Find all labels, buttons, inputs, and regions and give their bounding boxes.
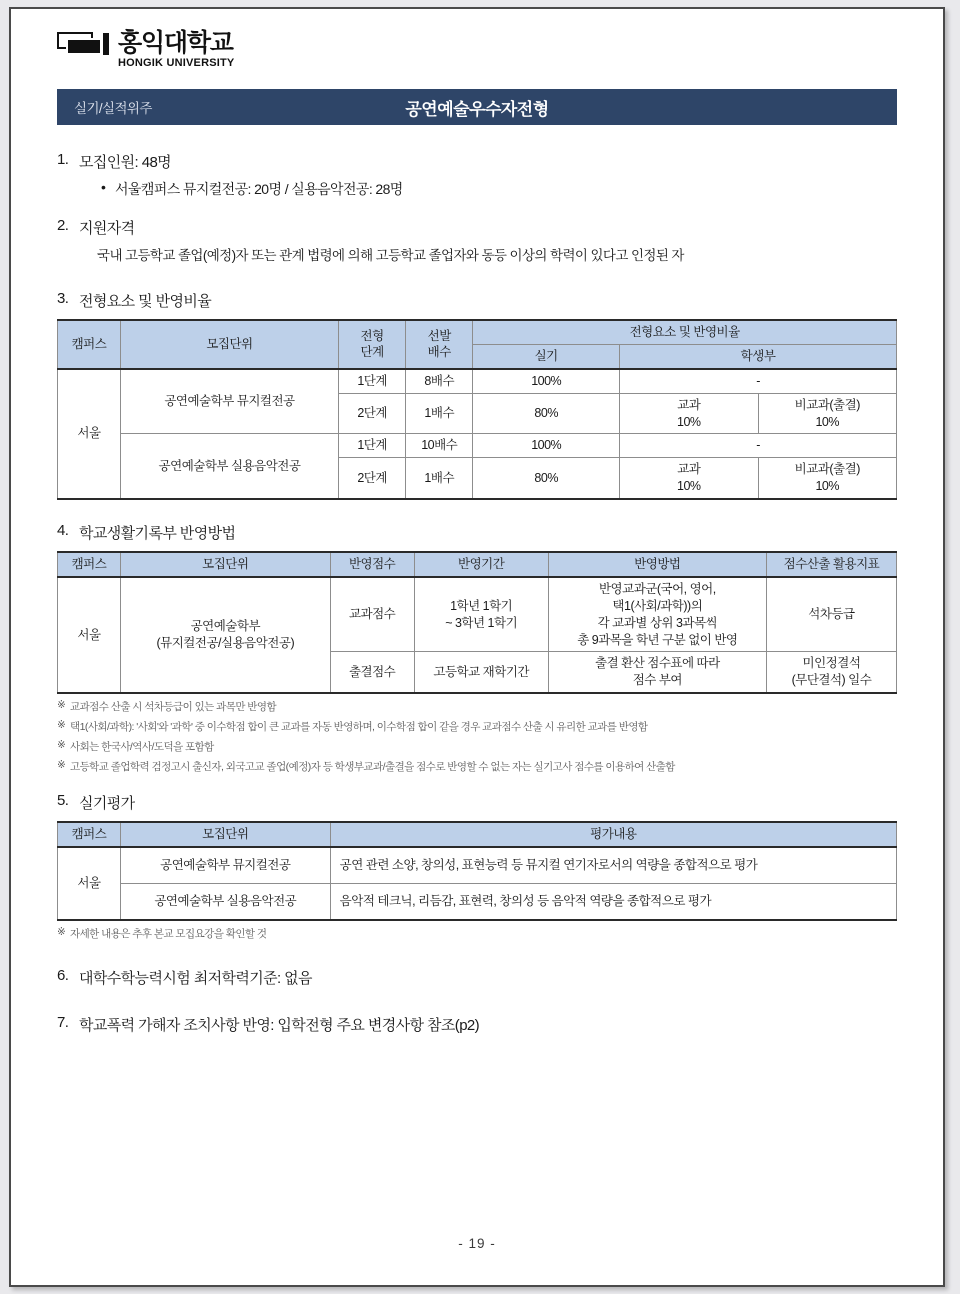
- logo-english-name: HONGIK UNIVERSITY: [118, 57, 235, 69]
- t5-header-unit: 모집단위: [120, 822, 330, 847]
- t4-header-method: 반영방법: [548, 552, 766, 577]
- note-mark-icon: ※: [57, 925, 66, 938]
- t4-method: 반영교과군(국어, 영어, 택1(사회/과학))의 각 교과별 상위 3과목씩 총 9과목을 학년 구분 없이 반영: [548, 577, 766, 652]
- section-2-body: 국내 고등학교 졸업(예정)자 또는 관계 법령에 의해 고등학교 졸업자와 동등 이상의 학력이 있다고 인정된 자: [97, 248, 684, 263]
- t5-unit: 공연예술학부 실용음악전공: [120, 883, 330, 919]
- t3-stage: 1단계: [339, 434, 406, 458]
- t3-multiple: 10배수: [406, 434, 473, 458]
- t4-header-score: 반영점수: [330, 552, 414, 577]
- table-row: [58, 369, 897, 393]
- table-row: [58, 434, 897, 458]
- t5-unit: 공연예술학부 뮤지컬전공: [120, 847, 330, 883]
- t5-content: 음악적 테크닉, 리듬감, 표현력, 창의성 등 음악적 역량을 종합적으로 평가: [330, 883, 896, 919]
- section-7-title: 학교폭력 가해자 조치사항 반영: 입학전형 주요 변경사항 참조(p2): [79, 1016, 480, 1034]
- t3-stage: 2단계: [339, 393, 406, 434]
- t3-header-group: 전형요소 및 반영비율: [473, 320, 897, 344]
- page-number: - 19 -: [458, 1236, 496, 1251]
- t3-unit-music: 공연예술학부 실용음악전공: [120, 434, 338, 499]
- note-mark-icon: ※: [57, 739, 66, 752]
- t5-content: 공연 관련 소양, 창의성, 표현능력 등 뮤지컬 연기자로서의 역량을 종합적으로 평가: [330, 847, 896, 883]
- school-record-table: [57, 551, 897, 694]
- section-2-title: 지원자격: [79, 220, 135, 237]
- t4-score: 교과점수: [330, 577, 414, 652]
- t4-campus: 서울: [58, 577, 121, 693]
- logo-korean-name: 홍익대학교: [118, 28, 233, 57]
- t3-header-record: 학생부: [620, 344, 897, 368]
- table4-note: [57, 719, 897, 734]
- section-1-bullet: [101, 179, 897, 199]
- table-row: [58, 577, 897, 652]
- section-7-heading: [57, 1014, 897, 1035]
- table4-note-text: 교과점수 산출 시 석차등급이 있는 과목만 반영함: [70, 701, 277, 714]
- section-6-heading: [57, 967, 897, 988]
- t3-header-practical: 실기: [473, 344, 620, 368]
- section-2-number: 2.: [57, 217, 69, 234]
- t4-period: 1학년 1학기 ~ 3학년 1학기: [414, 577, 548, 652]
- t3-record-subject: 교과 10%: [620, 458, 758, 499]
- t3-multiple: 8배수: [406, 369, 473, 393]
- bullet-icon: •: [101, 179, 106, 195]
- t3-record-single: -: [620, 434, 897, 458]
- t3-practical: 100%: [473, 369, 620, 393]
- t5-campus: 서울: [58, 847, 121, 920]
- table4-note-text: 택1(사회/과학): '사회'와 '과학' 중 이수학점 합이 큰 교과를 자동 반영하며, 이수학점 합이 같을 경우 교과점수 산출 시 유리한 교과를 반영함: [70, 721, 648, 734]
- t4-header-period: 반영기간: [414, 552, 548, 577]
- section-5-number: 5.: [57, 792, 69, 810]
- page-title: 공연예술우수자전형: [405, 99, 549, 119]
- t3-practical: 80%: [473, 393, 620, 434]
- t4-indicator: 석차등급: [766, 577, 896, 652]
- section-1-number: 1.: [57, 151, 69, 168]
- t3-unit-musical: 공연예술학부 뮤지컬전공: [120, 369, 338, 434]
- practical-evaluation-table: [57, 821, 897, 921]
- t4-header-unit: 모집단위: [120, 552, 330, 577]
- t3-multiple: 1배수: [406, 393, 473, 434]
- t3-header-campus: 캠퍼스: [58, 320, 121, 369]
- table4-note-text: 고등학교 졸업학력 검정고시 출신자, 외국고교 졸업(예정)자 등 학생부교과/출결을 점수로 반영할 수 없는 자는 실기고사 점수를 이용하여 산출함: [70, 761, 675, 774]
- section-3-title: 전형요소 및 반영비율: [79, 293, 212, 310]
- t3-stage: 1단계: [339, 369, 406, 393]
- t3-practical: 100%: [473, 434, 620, 458]
- t4-method: 출결 환산 점수표에 따라 점수 부여: [548, 652, 766, 693]
- section-1-title: 모집인원: 48명: [79, 154, 172, 171]
- table4-note: [57, 759, 897, 774]
- section-1-heading: [57, 151, 897, 172]
- section-5-title: 실기평가: [79, 795, 135, 813]
- table4-note-text: 사회는 한국사/역사/도덕을 포함함: [70, 741, 214, 754]
- note-mark-icon: ※: [57, 719, 66, 732]
- section-3-heading: [57, 290, 897, 311]
- t3-record-nonsubject: 비교과(출결) 10%: [758, 458, 896, 499]
- t4-header-campus: 캠퍼스: [58, 552, 121, 577]
- university-logo: [57, 25, 897, 83]
- document-page: [9, 7, 945, 1287]
- section-7-number: 7.: [57, 1013, 69, 1031]
- banner-category-label: 실기/실적위주: [74, 101, 152, 116]
- section-4-title: 학교생활기록부 반영방법: [79, 525, 236, 542]
- t3-stage: 2단계: [339, 458, 406, 499]
- table4-note: [57, 699, 897, 714]
- note-mark-icon: ※: [57, 699, 66, 712]
- title-banner: [57, 89, 897, 125]
- table5-note-text: 자세한 내용은 추후 본교 모집요강을 확인할 것: [70, 927, 267, 940]
- t3-header-multiple: 선발 배수: [406, 320, 473, 369]
- hongik-logo-icon: [57, 32, 109, 58]
- t4-period: 고등학교 재학기간: [414, 652, 548, 693]
- table-row: [58, 847, 897, 883]
- t5-header-content: 평가내용: [330, 822, 896, 847]
- note-mark-icon: ※: [57, 759, 66, 772]
- section-5-heading: [57, 792, 897, 813]
- t4-header-indicator: 점수산출 활용지표: [766, 552, 896, 577]
- section-6-title: 대학수학능력시험 최저학력기준: 없음: [79, 969, 312, 987]
- t3-record-nonsubject: 비교과(출결) 10%: [758, 393, 896, 434]
- table-row: [58, 883, 897, 919]
- section-4-heading: [57, 522, 897, 543]
- t3-practical: 80%: [473, 458, 620, 499]
- section-6-number: 6.: [57, 966, 69, 984]
- section-1-bullet-text: 서울캠퍼스 뮤지컬전공: 20명 / 실용음악전공: 28명: [115, 181, 403, 197]
- t3-record-subject: 교과 10%: [620, 393, 758, 434]
- t5-header-campus: 캠퍼스: [58, 822, 121, 847]
- t3-campus: 서울: [58, 369, 121, 499]
- section-4-number: 4.: [57, 522, 69, 539]
- t3-multiple: 1배수: [406, 458, 473, 499]
- t3-record-single: -: [620, 369, 897, 393]
- table4-note: [57, 739, 897, 754]
- table5-note: [57, 926, 897, 941]
- admission-criteria-table: [57, 319, 897, 500]
- section-3-number: 3.: [57, 290, 69, 307]
- t4-score: 출결점수: [330, 652, 414, 693]
- t4-unit: 공연예술학부 (뮤지컬전공/실용음악전공): [120, 577, 330, 693]
- t3-header-stage: 전형 단계: [339, 320, 406, 369]
- t3-header-unit: 모집단위: [120, 320, 338, 369]
- section-2-heading: [57, 217, 897, 238]
- t4-indicator: 미인정결석 (무단결석) 일수: [766, 652, 896, 693]
